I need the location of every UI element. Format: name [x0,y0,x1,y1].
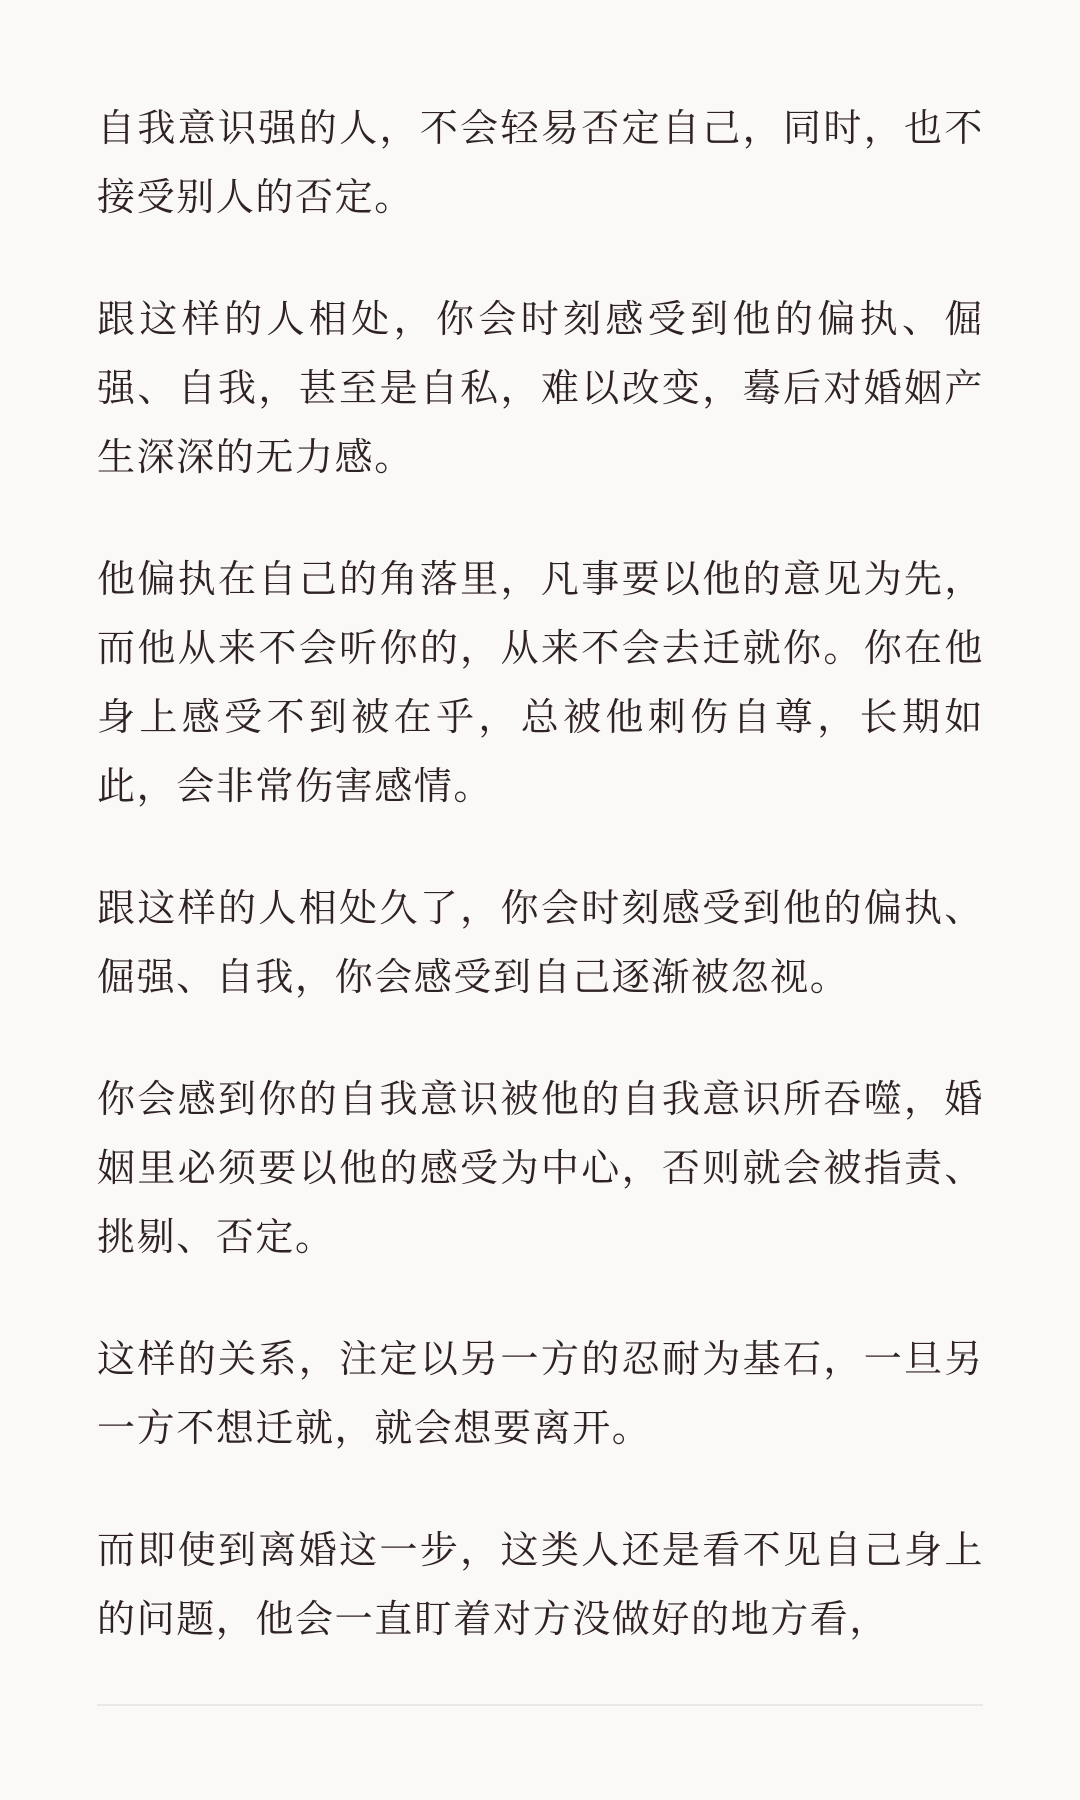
paragraph-6: 这样的关系，注定以另一方的忍耐为基石，一旦另一方不想迁就，就会想要离开。 [97,1337,984,1450]
paragraph-1: 自我意识强的人，不会轻易否定自己，同时，也不接受别人的否定。 [97,106,984,219]
paragraph-4: 跟这样的人相处久了，你会时刻感受到他的偏执、倔强、自我，你会感受到自己逐渐被忽视。 [97,886,984,999]
bottom-divider [97,1704,983,1706]
paragraph-5: 你会感到你的自我意识被他的自我意识所吞噬，婚姻里必须要以他的感受为中心，否则就会被指责、挑剔、否定。 [97,1077,984,1259]
article-body [97,94,984,1654]
paragraph-7: 而即使到离婚这一步，这类人还是看不见自己身上的问题，他会一直盯着对方没做好的地方看， [97,1528,984,1641]
paragraph-3: 他偏执在自己的角落里，凡事要以他的意见为先，而他从来不会听你的，从来不会去迁就你。你在他身上感受不到被在乎，总被他刺伤自尊，长期如此，会非常伤害感情。 [97,557,984,808]
paragraph-2: 跟这样的人相处，你会时刻感受到他的偏执、倔强、自我，甚至是自私，难以改变，蓦后对婚姻产生深深的无力感。 [97,297,984,479]
